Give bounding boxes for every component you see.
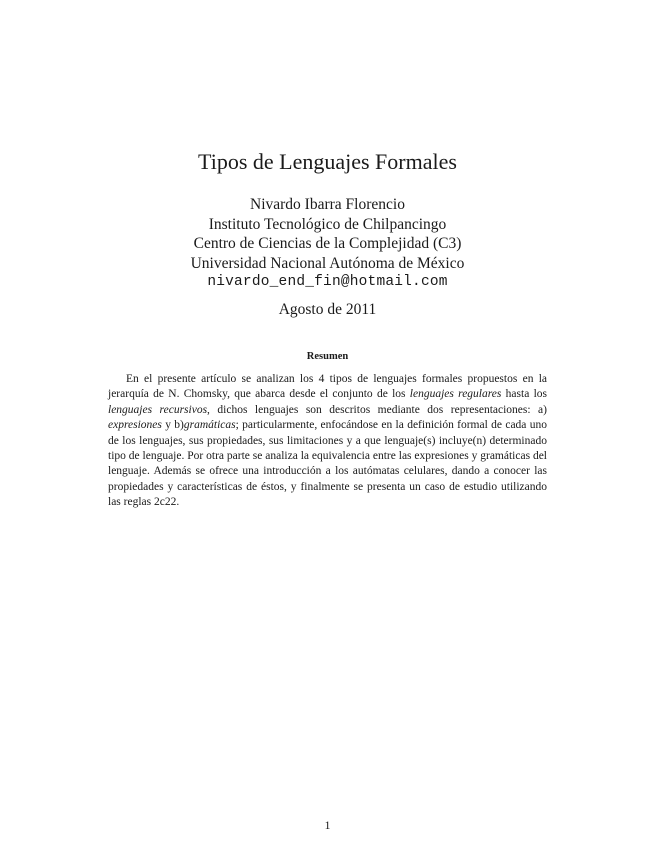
author-block — [0, 195, 655, 293]
abstract-heading: Resumen — [306, 351, 349, 362]
abstract-text-run: y b) — [161, 419, 184, 432]
author-email: nivardo_end_fin@hotmail.com — [207, 274, 448, 290]
paper-title: Tipos de Lenguajes Formales — [198, 149, 457, 174]
author-affiliation-3: Universidad Nacional Autónoma de México — [190, 254, 465, 272]
page-number: 1 — [324, 818, 331, 832]
abstract-paragraph — [108, 372, 547, 511]
abstract-body — [108, 372, 547, 511]
abstract-italic-term: expresiones — [108, 419, 162, 432]
author-name: Nivardo Ibarra Florencio — [250, 196, 405, 213]
abstract-text-run: En el presente artículo se analizan los 4 tipos de lenguajes formales propuestos en la jerarquía de N. Chomsky, que abarca desde el conjunto de los — [108, 373, 547, 401]
abstract-text-run: hasta los — [501, 388, 547, 401]
author-affiliation-2: Centro de Ciencias de la Complejidad (C3) — [193, 235, 462, 252]
paper-date: Agosto de 2011 — [278, 301, 377, 318]
abstract-text-run: ; particularmente, enfocándose en la definición formal de cada uno de los lenguajes, sus propiedades, sus limitaciones y a que lenguaje(s) incluye(n) determinado tipo de lenguaje. Por otra parte se analiza la equivalencia entre las expresiones y gramáticas del lenguaje. Además se ofrece una introducción a los autómatas celulares, dando a conocer las propiedades y características de éstos, y finalmente se presenta un caso de estudio utilizando las reglas 2c22. — [108, 419, 547, 509]
abstract-italic-term: lenguajes recursivos — [108, 403, 208, 416]
abstract-text-run: , dichos lenguajes son descritos mediante dos representaciones: a) — [207, 403, 547, 416]
abstract-italic-term: gramáticas — [183, 419, 236, 432]
abstract-italic-term: lenguajes regulares — [409, 388, 502, 401]
author-affiliation-1: Instituto Tecnológico de Chilpancingo — [208, 215, 447, 233]
